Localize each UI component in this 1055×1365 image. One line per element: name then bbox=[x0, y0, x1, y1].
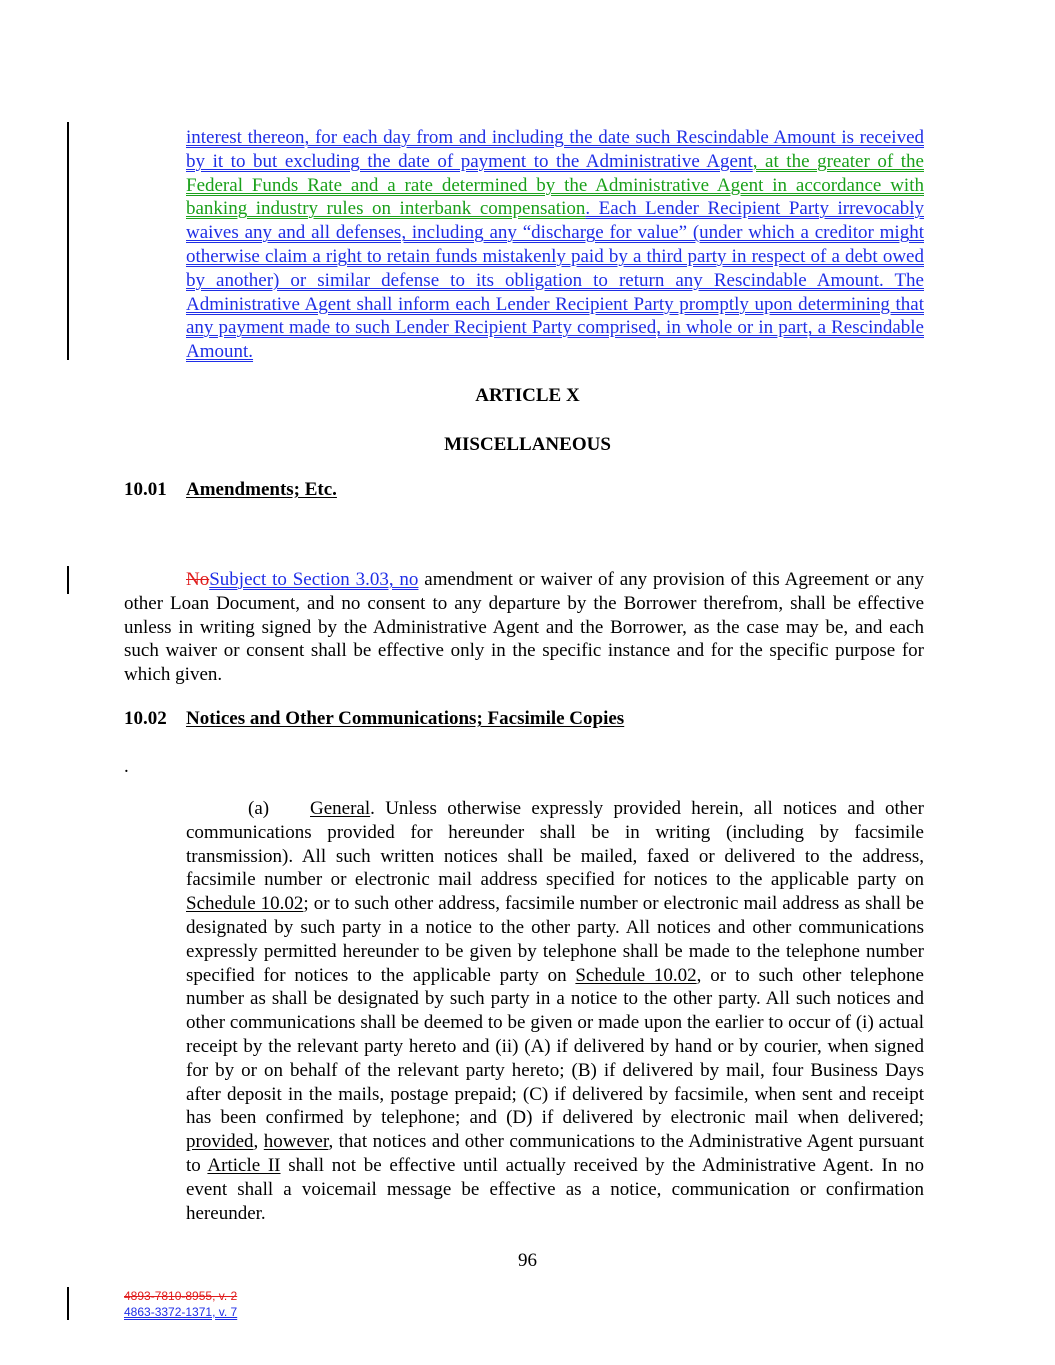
moved-text: , at the greater of the Federal Funds Rate and a rate determined by the Administrative Agent in accordance with banking industry rules on interbank compensation bbox=[186, 150, 924, 220]
page-number: 96 bbox=[518, 1250, 537, 1271]
cross-reference: Article II bbox=[207, 1154, 281, 1176]
stray-period: . bbox=[124, 756, 129, 777]
section-title: Amendments; Etc. bbox=[186, 479, 337, 500]
however-term: however bbox=[263, 1131, 329, 1153]
section-heading-1001 bbox=[124, 479, 337, 501]
inserted-text: Subject to Section 3.03, no bbox=[209, 569, 419, 590]
article-number: ARTICLE X bbox=[475, 385, 580, 406]
provided-term: provided bbox=[186, 1131, 254, 1153]
section-number: 10.02 bbox=[124, 708, 167, 729]
inserted-text: interest thereon, for each day from and including the date such Rescindable Amount is received by it to but excluding the date of payment to the Administrative Agent bbox=[186, 127, 924, 172]
change-bar-top bbox=[67, 122, 69, 360]
continuation-paragraph bbox=[186, 126, 924, 364]
footer-old-doc-id: 4893-7810-8955, v. 2 bbox=[124, 1289, 238, 1303]
section-number: 10.01 bbox=[124, 479, 167, 500]
footer-new-doc-id: 4863-3372-1371, v. 7 bbox=[124, 1305, 238, 1319]
section-1002-a-body: (a) General. Unless otherwise expressly provided herein, all notices and other communications provided for hereunder shall be in writing (including by facsimile transmission). All such written notices shall be mailed, faxed or delivered to the address, facsimile number or electronic mail address specified for notices to the applicable party on Schedule 10.02; or to such other address, facsimile number or electronic mail address as shall be designated by such party in a notice to the other party. All notices and other communications expressly permitted hereunder to be given by telephone shall be made to the telephone number specified for notices to the applicable party on Schedule 10.02, or to such other telephone number as shall be designated by such party in a notice to the other party. All such notices and other communications shall be deemed to be given or made upon the earlier to occur of (i) actual receipt by the relevant party hereto and (ii) (A) if delivered by hand or by courier, when signed for by or on behalf of the relevant party hereto; (B) if delivered by mail, four Business Days after deposit in the mails, postage prepaid; (C) if delivered by facsimile, when sent and receipt has been confirmed by telephone; and (D) if delivered by electronic mail when delivered; provided, however, that notices and other communications to the Administrative Agent pursuant to Article II shall not be effective until actually received by the Administrative Agent. In no event shall a voicemail message be effective as a notice, communication or confirmation hereunder. bbox=[186, 798, 925, 1224]
inserted-text: . Each Lender Recipient Party irrevocably waives any and all defenses, including any “discharge for value” (under which a creditor might otherwise claim a right to retain funds mistakenly paid by a third party in respect of a debt owed by another) or similar defense to its obligation to return any Rescindable Amount. The Administrative Agent shall inform each Lender Recipient Party promptly upon determining that any payment made to such Lender Recipient Party comprised, in whole or in part, a Rescindable Amount. bbox=[186, 198, 924, 363]
article-title: MISCELLANEOUS bbox=[444, 434, 611, 455]
section-heading-1002 bbox=[124, 708, 624, 730]
section-1001-body bbox=[124, 568, 924, 687]
subsection-label: (a) bbox=[248, 798, 270, 819]
subsection-heading: General bbox=[310, 798, 371, 819]
change-bar-footer bbox=[67, 1287, 69, 1320]
change-bar-section-1001 bbox=[67, 566, 69, 594]
deleted-text: No bbox=[186, 569, 210, 590]
cross-reference: Schedule 10.02 bbox=[575, 964, 697, 986]
body-text: amendment or waiver of any provision of this Agreement or any other Loan Document, and no consent to any departure by the Borrower therefrom, shall be effective unless in writing signed by the Administrative Agent and the Borrower, as the case may be, and each such waiver or consent shall be effective only in the specific instance and for the specific purpose for which given. bbox=[124, 569, 924, 686]
cross-reference: Schedule 10.02 bbox=[186, 893, 304, 915]
section-title: Notices and Other Communications; Facsimile Copies bbox=[186, 708, 625, 729]
